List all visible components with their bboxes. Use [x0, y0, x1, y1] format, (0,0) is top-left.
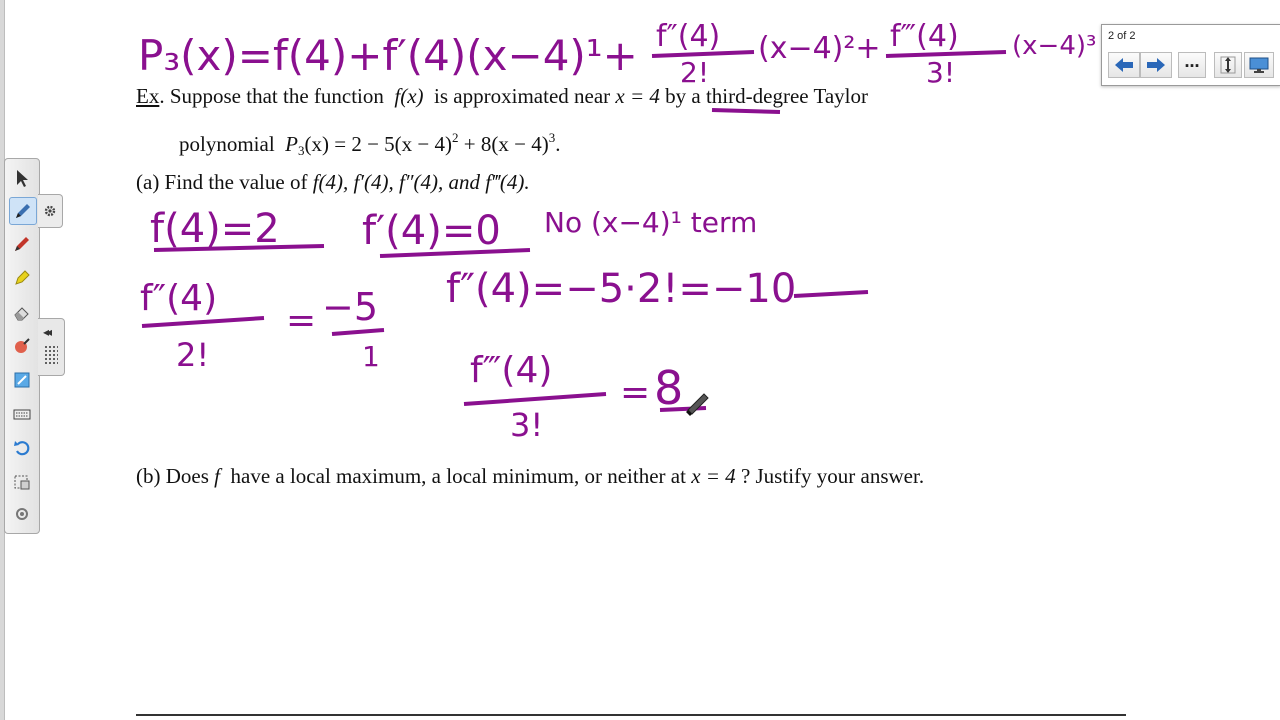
bottom-rule [136, 714, 1126, 716]
part-b-point: x = 4 [691, 464, 736, 488]
drag-handle-icon[interactable] [44, 345, 58, 365]
polynomial-lhs: P [285, 132, 298, 156]
example-end: by a third-degree Taylor [665, 84, 868, 108]
taylor-formula-ink [138, 19, 1096, 89]
gear-icon [42, 203, 58, 219]
pen-cursor-icon [686, 394, 708, 416]
part-a-prefix: (a) Find the value of [136, 170, 308, 194]
floating-toolbar [4, 158, 40, 534]
part-b-prefix: (b) Does [136, 464, 209, 488]
formula-f2-denominator-ink: 2! [680, 56, 710, 89]
x4-underline-ink [712, 110, 780, 112]
next-page-button[interactable] [1140, 52, 1172, 78]
fit-page-icon [1217, 56, 1239, 74]
f3-equals-ink: = [620, 372, 651, 413]
page-counter: 2 of 2 [1108, 30, 1136, 42]
f2-fraction-numerator-ink: f″(4) [140, 278, 218, 319]
formula-f2-power-ink: (x−4)²+ [758, 31, 881, 66]
creative-pen-tool-icon[interactable] [9, 231, 35, 257]
example-point: x = 4 [615, 84, 660, 108]
part-b-var: f [214, 464, 220, 488]
part-b-question [136, 466, 924, 487]
formula-f3-numerator-ink: f‴(4) [890, 19, 959, 54]
polynomial-rhs-b: + 8(x − 4) [458, 132, 549, 156]
fit-page-button[interactable] [1214, 52, 1242, 78]
f3-value-ink: 8 [654, 361, 684, 415]
highlighter-tool-icon[interactable] [9, 265, 35, 291]
formula-f3-denominator-ink: 3! [926, 56, 956, 89]
polynomial-exp-b: 3 [548, 130, 556, 145]
f2-numerator-value-ink: −5 [322, 285, 379, 329]
previous-page-button[interactable] [1108, 52, 1140, 78]
page-navigator [1101, 24, 1280, 86]
polynomial-subscript: 3 [298, 143, 305, 158]
display-button[interactable] [1244, 52, 1274, 78]
formula-f2-numerator-ink: f″(4) [656, 19, 721, 54]
f2-denominator-value-ink: 1 [362, 340, 380, 373]
polynomial-period: . [555, 132, 561, 156]
arrow-left-icon [1113, 56, 1135, 74]
f2-fraction-denominator-ink: 2! [176, 336, 210, 374]
screen-capture-tool-icon[interactable] [9, 469, 35, 495]
example-intro: . Suppose that the function [159, 84, 384, 108]
arrow-right-icon [1145, 56, 1167, 74]
formula-main-ink: P₃(x)=f(4)+f′(4)(x−4)¹+ [138, 31, 638, 80]
collapse-chevron-icon: ◂◂ [43, 325, 50, 339]
more-options-button[interactable]: … [1178, 52, 1206, 78]
f2-result-ink: f″(4)=−5·2!=−10 [446, 266, 797, 312]
monitor-icon [1248, 56, 1270, 74]
example-mid: is approximated near [434, 84, 611, 108]
settings-tool-icon[interactable] [9, 501, 35, 527]
example-label: Ex [136, 84, 160, 108]
f1-result-ink: f′(4)=0 [362, 208, 501, 254]
f3-fraction-numerator-ink: f‴(4) [470, 350, 553, 391]
polynomial-rhs-a: (x) = 2 − 5(x − 4) [304, 132, 453, 156]
capture-tool-icon[interactable] [9, 367, 35, 393]
select-tool-icon[interactable] [9, 165, 35, 191]
f2-equals-ink: = [286, 300, 317, 341]
f3-fraction-denominator-ink: 3! [510, 406, 544, 444]
polynomial-exp-a: 2 [452, 130, 459, 145]
example-statement [136, 86, 868, 107]
example-function: f(x) [394, 84, 424, 108]
part-a-values: f(4), f′(4), f″(4), and f‴(4). [312, 170, 530, 194]
toolbar-collapse-tab[interactable] [38, 318, 65, 376]
part-b-end: ? Justify your answer. [740, 464, 925, 488]
part-a-question [136, 172, 530, 193]
eraser-tool-icon[interactable] [9, 299, 35, 325]
part-b-question-text: have a local maximum, a local minimum, or neither at [230, 464, 686, 488]
f1-note-ink: No (x−4)¹ term [544, 206, 758, 239]
pen-tool-icon[interactable] [9, 197, 37, 225]
formula-f3-power-ink: (x−4)³ [1012, 31, 1097, 61]
keyboard-tool-icon[interactable] [9, 401, 35, 427]
toolbar-settings-tab[interactable] [38, 194, 63, 228]
magic-pen-tool-icon[interactable] [9, 333, 35, 359]
polynomial-word: polynomial [179, 132, 275, 156]
undo-tool-icon[interactable] [9, 435, 35, 461]
polynomial-statement [179, 131, 560, 157]
f4-result-ink: f(4)=2 [150, 206, 280, 252]
